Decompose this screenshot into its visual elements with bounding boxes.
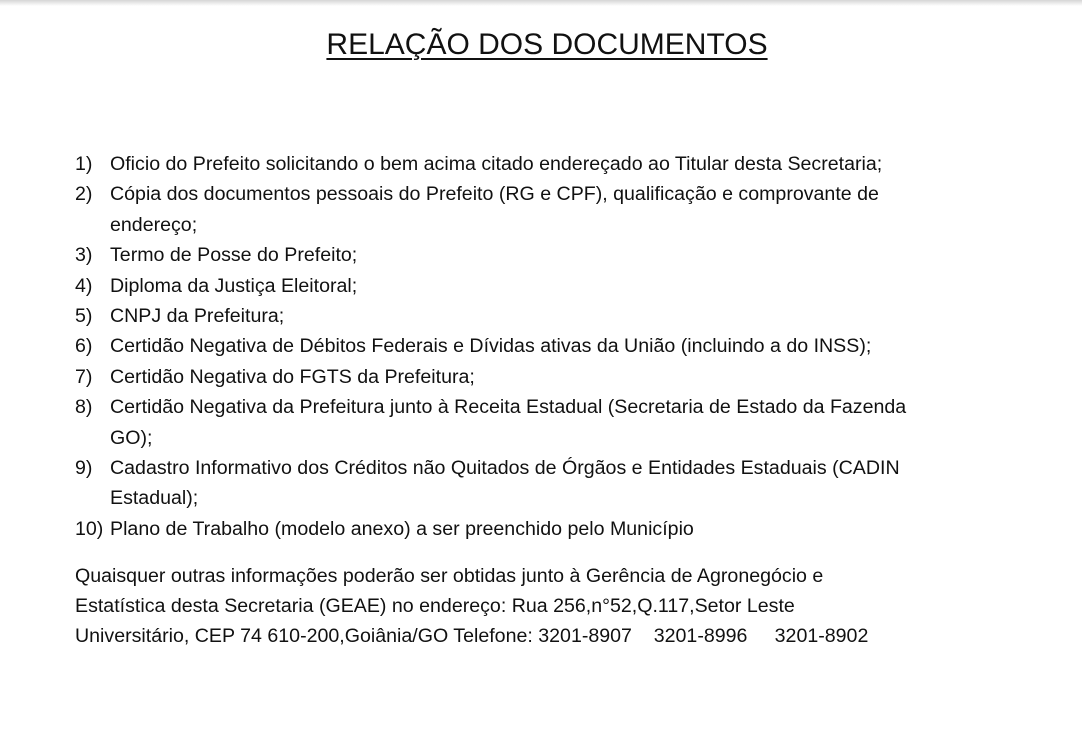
list-item bbox=[75, 362, 1035, 392]
list-item-number: 4) bbox=[75, 274, 93, 297]
list-item-number: 10) bbox=[75, 517, 104, 540]
info-line: Universitário, CEP 74 610-200,Goiânia/GO Telefone: 3201-8907 3201-8996 3201-8902 bbox=[75, 625, 869, 647]
list-item-number: 9) bbox=[75, 457, 93, 480]
list-item-number: 7) bbox=[75, 365, 93, 388]
list-item-number: 1) bbox=[75, 153, 93, 175]
list-item bbox=[75, 514, 1035, 544]
list-item bbox=[75, 453, 1035, 514]
list-item bbox=[75, 149, 1035, 179]
list-item bbox=[75, 271, 1035, 301]
list-item-line: Cópia dos documentos pessoais do Prefeito (RG e CPF), qualificação e comprovante de bbox=[110, 183, 879, 206]
list-item-line: Plano de Trabalho (modelo anexo) a ser preenchido pelo Município bbox=[110, 517, 694, 540]
list-item-number: 8) bbox=[75, 396, 93, 419]
list-item-text bbox=[110, 179, 1035, 240]
list-item-number: 2) bbox=[75, 183, 93, 206]
document-title: RELAÇÃO DOS DOCUMENTOS bbox=[326, 28, 768, 61]
list-item-line: Certidão Negativa da Prefeitura junto à Receita Estadual (Secretaria de Estado da Fazenda bbox=[110, 396, 907, 419]
list-item bbox=[75, 392, 1035, 453]
list-item-line: CNPJ da Prefeitura; bbox=[110, 305, 285, 328]
list-item bbox=[75, 331, 1035, 361]
list-item-line: Estadual); bbox=[110, 487, 199, 510]
list-item bbox=[75, 179, 1035, 240]
list-item-text bbox=[110, 453, 1035, 514]
list-item-line: endereço; bbox=[110, 213, 198, 236]
list-item-line: Termo de Posse do Prefeito; bbox=[110, 244, 358, 267]
list-item bbox=[75, 240, 1035, 270]
documents-list bbox=[75, 149, 1035, 544]
list-item-number: 6) bbox=[75, 335, 93, 358]
list-item bbox=[75, 301, 1035, 331]
list-item-line: Oficio do Prefeito solicitando o bem acima citado endereçado ao Titular desta Secretaria; bbox=[110, 153, 883, 175]
list-item-line: Diploma da Justiça Eleitoral; bbox=[110, 274, 358, 297]
list-item-text bbox=[110, 149, 1035, 179]
list-item-text bbox=[110, 392, 1035, 453]
list-item-text bbox=[110, 362, 1035, 392]
list-item-text bbox=[110, 271, 1035, 301]
info-line: Quaisquer outras informações poderão ser obtidas junto à Gerência de Agronegócio e bbox=[75, 565, 824, 587]
info-line: Estatística desta Secretaria (GEAE) no endereço: Rua 256,n°52,Q.117,Setor Leste bbox=[75, 595, 795, 617]
list-item-text bbox=[110, 301, 1035, 331]
list-item-line: Certidão Negativa de Débitos Federais e Dívidas ativas da União (incluindo a do INSS); bbox=[110, 335, 872, 358]
contact-info-paragraph bbox=[75, 561, 955, 651]
list-item-text bbox=[110, 514, 1035, 544]
list-item-text bbox=[110, 240, 1035, 270]
list-item-number: 3) bbox=[75, 244, 93, 267]
list-item-line: Cadastro Informativo dos Créditos não Quitados de Órgãos e Entidades Estaduais (CADIN bbox=[110, 457, 900, 480]
list-item-line: Certidão Negativa do FGTS da Prefeitura; bbox=[110, 365, 475, 388]
list-item-number: 5) bbox=[75, 305, 93, 328]
list-item-line: GO); bbox=[110, 426, 153, 449]
page-top-edge bbox=[0, 0, 1082, 6]
list-item-text bbox=[110, 331, 1035, 361]
